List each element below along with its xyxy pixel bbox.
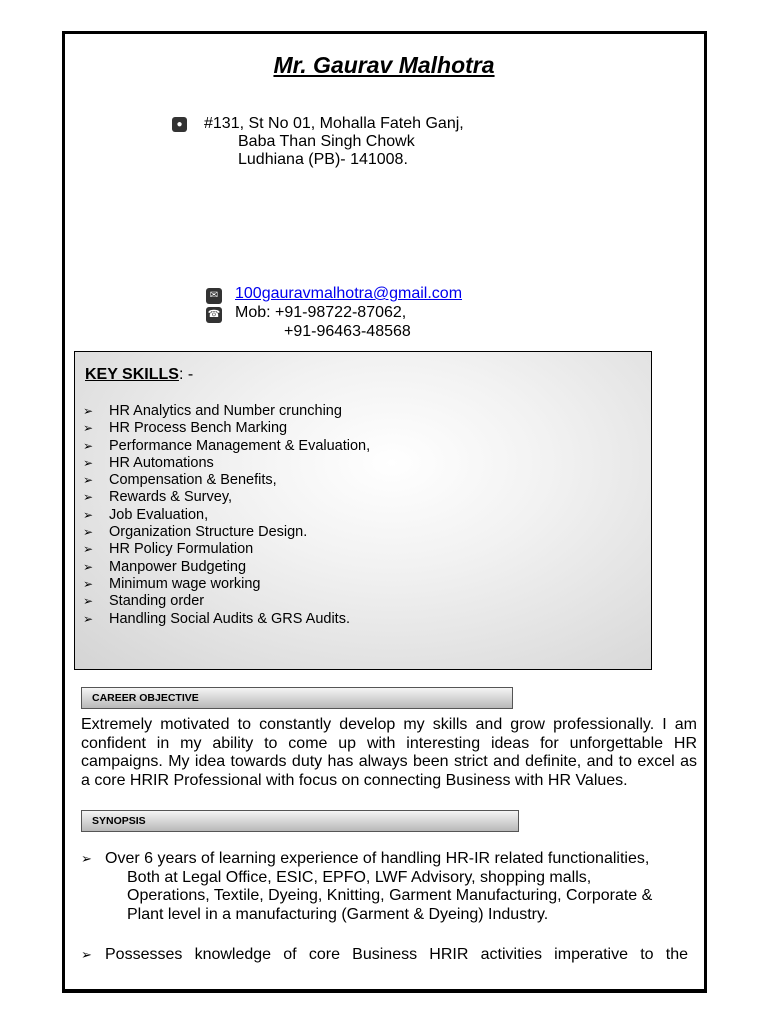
list-item: ➢ Compensation & Benefits,: [83, 472, 370, 489]
address-line-1: #131, St No 01, Mohalla Fateh Ganj,: [204, 115, 464, 132]
career-objective-text: Extremely motivated to constantly develop my skills and grow professionally. I am confident in my ability to come up with interesting ideas for unforgettable HR campaigns. My idea towards duty has always been strict and definite, and to excel as a core HRIR Professional with focus on connecting Business with HR Values.: [81, 716, 697, 790]
key-skills-heading: KEY SKILLS: -: [85, 366, 194, 383]
email-link[interactable]: 100gauravmalhotra@gmail.com: [235, 285, 463, 302]
phone-icon: ☎: [206, 307, 222, 323]
arrow-bullet-icon: ➢: [81, 947, 92, 962]
list-item: ➢ Rewards & Survey,: [83, 489, 370, 506]
location-pin-icon: ●: [172, 117, 187, 132]
career-objective-heading: CAREER OBJECTIVE: [81, 687, 513, 709]
candidate-name: Mr. Gaurav Malhotra: [273, 52, 495, 78]
envelope-icon: ✉: [206, 288, 222, 304]
list-item: ➢ Handling Social Audits & GRS Audits.: [83, 611, 370, 628]
list-item: ➢ Minimum wage working: [83, 576, 370, 593]
key-skills-list: [83, 403, 370, 628]
list-item: ➢ Standing order: [83, 593, 370, 610]
mobile-line-1: Mob: +91-98722-87062,: [235, 304, 407, 321]
list-item: ➢ Performance Management & Evaluation,: [83, 438, 370, 455]
list-item: ➢ HR Process Bench Marking: [83, 420, 370, 437]
synopsis-bullet-1-continuation: Both at Legal Office, ESIC, EPFO, LWF Advisory, shopping malls, Operations, Textile, Dyeing, Knitting, Garment Manufacturing, Corporate & Plant level in a manufacturing (Garment & Dyeing) Industry.: [127, 868, 653, 924]
synopsis-bullet-1-first-line: Over 6 years of learning experience of handling HR-IR related functionalities,: [105, 850, 650, 867]
list-item: ➢ HR Analytics and Number crunching: [83, 403, 370, 420]
arrow-bullet-icon: ➢: [81, 851, 92, 866]
key-skills-box: [74, 351, 652, 670]
list-item: ➢ Manpower Budgeting: [83, 559, 370, 576]
synopsis-bullet-2-text: Possesses knowledge of core Business HRIR activities imperative to the: [105, 946, 688, 963]
address-line-3: Ludhiana (PB)- 141008.: [238, 151, 408, 168]
synopsis-heading: SYNOPSIS: [81, 810, 519, 832]
list-item: ➢ Job Evaluation,: [83, 507, 370, 524]
list-item: ➢ HR Automations: [83, 455, 370, 472]
list-item: ➢ HR Policy Formulation: [83, 541, 370, 558]
mobile-line-2: +91-96463-48568: [284, 323, 411, 340]
address-line-2: Baba Than Singh Chowk: [238, 133, 415, 150]
list-item: ➢ Organization Structure Design.: [83, 524, 370, 541]
synopsis-bullet-1: [81, 850, 697, 925]
synopsis-bullet-2: [81, 946, 688, 965]
